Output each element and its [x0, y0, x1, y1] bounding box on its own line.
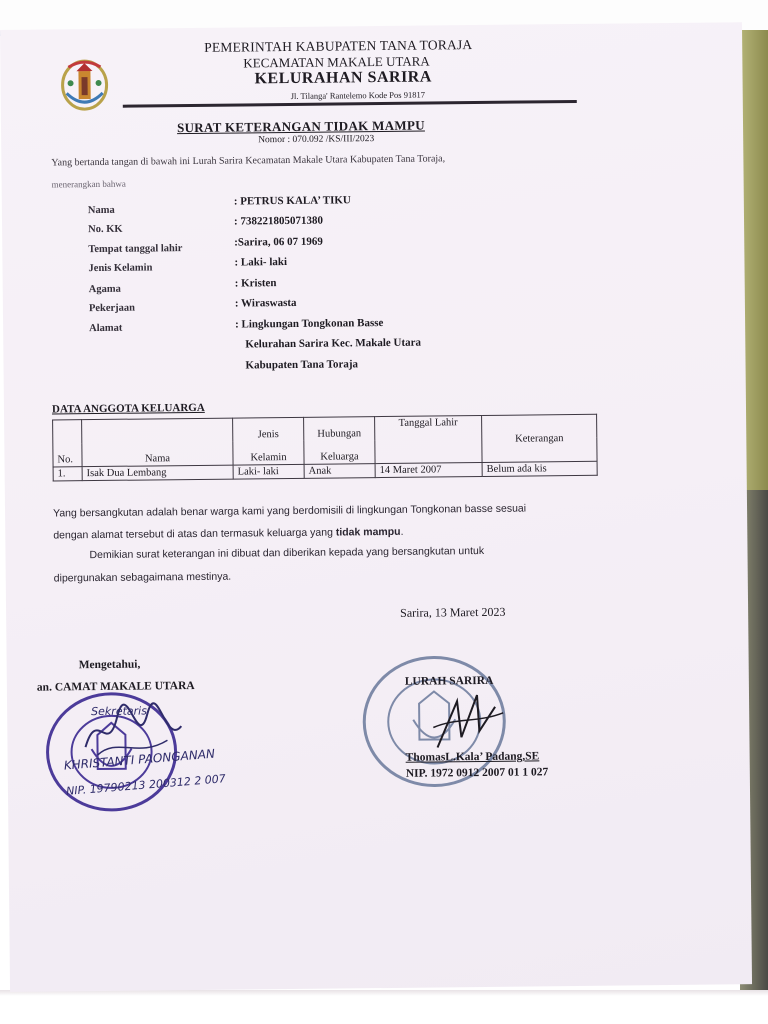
document-date: Sarira, 13 Maret 2023 — [400, 604, 506, 620]
header-name: Nama — [82, 418, 233, 467]
field-label-birth: Tempat tanggal lahir — [88, 243, 183, 256]
lurah-nip: NIP. 1972 0912 2007 01 1 027 — [405, 766, 549, 780]
header-gender-2: Kelamin — [233, 441, 304, 465]
field-label-occupation: Pekerjaan — [88, 302, 136, 315]
letterhead-government: PEMERINTAH KABUPATEN TANA TORAJA — [204, 37, 473, 55]
field-value-occupation: : Wiraswasta — [234, 296, 297, 310]
handwritten-role: Sekretaris — [91, 704, 147, 719]
header-birthdate: Tanggal Lahir — [375, 415, 482, 440]
field-value-gender: : Laki- laki — [234, 256, 288, 269]
letterhead-district: KECAMATAN MAKALE UTARA — [243, 53, 430, 71]
header-remarks: Keterangan — [482, 414, 597, 462]
letterhead-village: KELURAHAN SARIRA — [254, 68, 432, 88]
background-bottom — [0, 996, 768, 1024]
family-table — [52, 414, 598, 482]
header-birthdate-blank — [375, 439, 482, 464]
body-paragraph-2-line-1: Demikian surat keterangan ini dibuat dan diberikan kepada yang bersangkutan untuk — [89, 544, 485, 562]
handwritten-name: KHRISTANTI PAONGANAN — [63, 746, 216, 773]
header-no: No. — [53, 420, 82, 467]
field-value-religion: : Kristen — [234, 277, 277, 290]
table-header-row-1 — [53, 414, 597, 443]
cell-birthdate: 14 Maret 2007 — [375, 462, 482, 477]
emphasis-not-capable: tidak mampu — [335, 525, 401, 539]
body-paragraph-2-line-2: dipergunakan sebagaimana mestinya. — [53, 570, 232, 585]
field-value-address-line-3: Kabupaten Tana Toraja — [245, 358, 359, 372]
handwritten-nip: NIP. 19790213 200312 2 007 — [65, 772, 227, 798]
field-value-name: : PETRUS KALA’ TIKU — [233, 194, 351, 208]
field-label-address: Alamat — [89, 322, 123, 335]
body-paragraph-1-line-2: dengan alamat tersebut di atas dan termasuk keluarga yang tidak mampu. — [53, 525, 404, 542]
field-label-gender: Jenis Kelamin — [88, 262, 153, 275]
header-relation-1: Hubungan — [304, 417, 375, 441]
lurah-name: ThomasL.Kala’ Padang,SE — [405, 750, 540, 764]
document-title: SURAT KETERANGAN TIDAK MAMPU — [176, 117, 425, 136]
document-paper — [0, 22, 752, 992]
field-label-kk: No. KK — [88, 223, 123, 236]
header-relation-2: Keluarga — [304, 440, 375, 464]
field-label-religion: Agama — [88, 283, 121, 296]
letterhead-divider — [123, 100, 577, 108]
acknowledged-label: Mengetahui, — [78, 658, 141, 672]
family-section-title: DATA ANGGOTA KELUARGA — [51, 401, 205, 416]
camat-office-label: an. CAMAT MAKALE UTARA — [36, 679, 195, 694]
body-paragraph-1-line-1: Yang bersangkutan adalah benar warga kami yang berdomisili di lingkungan Tongkonan basse sesuai — [53, 502, 527, 520]
cell-remarks: Belum ada kis — [482, 461, 597, 476]
lurah-role: LURAH SARIRA — [404, 674, 494, 688]
intro-line-1: Yang bertanda tangan di bawah ini Lurah Sarira Kecamatan Makale Utara Kabupaten Tana Toraja, — [51, 153, 446, 169]
cell-relation: Anak — [304, 464, 375, 479]
letterhead-address: Jl. Tilanga' Rantelemo Kode Pos 91817 — [290, 89, 425, 101]
document-number: Nomor : 070.092 /KS/III/2023 — [258, 134, 375, 146]
intro-line-2: menerangkan bahwa — [51, 178, 126, 190]
field-value-kk: : 738221805071380 — [233, 214, 323, 228]
right-signature-scribble-icon — [427, 687, 508, 758]
cell-name: Isak Dua Lembang — [82, 465, 233, 481]
field-value-address-line-2: Kelurahan Sarira Kec. Makale Utara — [245, 336, 422, 351]
cell-gender: Laki- laki — [233, 464, 304, 479]
field-value-birth: :Sarira, 06 07 1969 — [234, 235, 323, 249]
field-label-name: Nama — [87, 204, 115, 217]
field-value-address: : Lingkungan Tongkonan Basse — [235, 317, 384, 331]
cell-no: 1. — [53, 467, 82, 481]
header-gender-1: Jenis — [233, 417, 304, 441]
regency-logo-icon — [54, 53, 115, 114]
